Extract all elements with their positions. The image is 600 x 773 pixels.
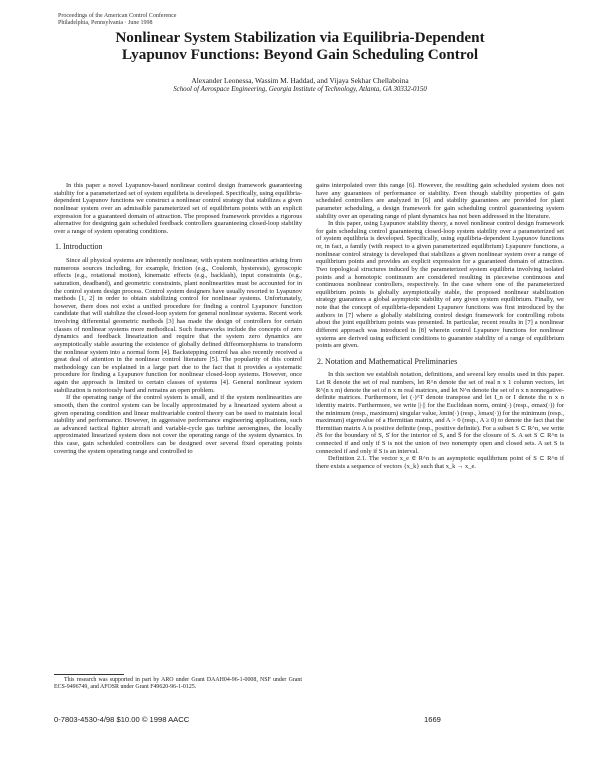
abstract: In this paper a novel Lyapunov-based nonlinear control design framework guaranteeing stability for a parameterized set of system equilibria is developed. Specifically, using equilibria-dependent Lyapunov functions we construct a nonlinear control strategy that stabilizes a given nonlinear system over an admissible parameterized set of equilibrium points with an explicit expression for a guaranteed domain of attraction. The proposed framework provides a rigorous alternative for designing gain scheduled feedback controllers guaranteeing closed-loop stability over a range of system operating conditions.	[54, 182, 302, 235]
section-heading-notation: 2. Notation and Mathematical Preliminaries	[317, 356, 458, 366]
right-paragraph: In this paper, using Lyapunov stability theory, a novel nonlinear control design framework for gain scheduling control guaranteeing closed-loop system stability over a parameterized set of system equilibria is developed. Specifically, using equilibria-dependent Lyapunov functions or, in fact, a family (with respect to a given parameterized equilibrium) Lyapunov functions, a nonlinear control strategy is developed that stabilizes a given nonlinear system over a range of equilibrium points and provides an explicit expression for a guaranteed domain of attraction. Two topological structures induced by the parameterized system equilibria involving isolated points and a homotopic continuum are considered resulting in piecewise continuous and continuous nonlinear controllers, respectively. In the case where one of the parameterized equilibrium points is globally asymptotically stable, the proposed nonlinear stabilization strategy guarantees a global asymptotic stability of any given system equilibrium. Finally, we note that the concept of equilibria-dependent Lyapunov functions was first introduced by the authors in [7] where a globally stabilizing control design framework for controlling robots about the joint equilibrium points was presented. In particular, recent results in [7] a nonlinear different approach was introduced in [8] wherein control Lyapunov functions for nonlinear systems are derived using sufficient conditions to guarantee stability of a range of equilibrium points are given.	[316, 220, 564, 350]
intro-paragraph: Since all physical systems are inherently nonlinear, with system nonlinearities arising from numerous sources including, for example, friction (e.g., Coulomb, hysteresis), gyroscopic effects (e.g., rotational motion), kinematic effects (e.g., backlash), input constraints (e.g., saturation, deadband), and geometric constraints, plant nonlinearities must be accounted for in the control system design process. Control system designers have usually resorted to Lyapunov methods [1, 2] in order to obtain stabilizing control for nonlinear systems. Unfortunately, however, there does not exist a unified procedure for finding a control Lyapunov function candidate that will stabilize the closed-loop system for general nonlinear systems. Recent work involving differential geometric methods [3] has made the design of controllers for certain classes of nonlinear systems more methodical. Such frameworks include the concepts of zero dynamics and feedback linearization and require that the system zero dynamics are asymptotically stable assuring the existence of globally defined diffeomorphisms to transform the nonlinear system into a normal form [4]. Backstepping control has also recently received a great deal of attention in the nonlinear control literature [5]. The popularity of this control methodology can be explained in a large part due to the fact that it provides a systematic procedure for finding a Lyapunov function for nonlinear closed-loop systems. However, once again the approach is limited to certain classes of systems [4]. General nonlinear system stabilization is notoriously hard and remains an open problem.	[54, 257, 302, 394]
title-block	[40, 29, 560, 94]
proceedings-name: Proceedings of the American Control Conference	[58, 13, 177, 19]
affiliation: School of Aerospace Engineering, Georgia Institute of Technology, Atlanta, GA 30332-0150	[173, 86, 427, 93]
page-number: 1669	[424, 715, 441, 724]
footnote-rule	[54, 674, 124, 675]
proceedings-location: Philadelphia, Pennsylvania · June 1998	[58, 20, 153, 26]
right-paragraph: gains interpolated over this range [6]. However, the resulting gain scheduled system does not have any guarantees of performance or stability. Even though stability properties of gain scheduled controllers are analyzed in [6] and stability guarantees are provided for plant parameter scheduling, a design framework for gain scheduling control guaranteeing system stability over an operating range of plant dynamics has not been addressed in the literature.	[316, 182, 564, 220]
author-list: Alexander Leonessa, Wassim M. Haddad, and Vijaya Sekhar Chellaboina	[191, 76, 409, 85]
paper-title-line-2: Lyapunov Functions: Beyond Gain Scheduling Control	[121, 46, 479, 63]
prelim-paragraph: In this section we establish notation, definitions, and several key results used in this paper. Let R denote the set of real numbers, let R^n denote the set of real n x 1 column vectors, let R^(n x m) denote the set of n x m real matrices, and let N^n denote the set of n x n nonnegative-definite matrices. Furthermore, let (·)^T denote transpose and let I_n or I denote the n x n identity matrix. Furthermore, we write ||·|| for the Euclidean norm, σmin(·) (resp., σmax(·)) for the minimum (resp., maximum) singular value, λmin(·) (resp., λmax(·)) for the minimum (resp., maximum) eigenvalue of a Hermitian matrix, and A > 0 (resp., A ≥ 0) to denote the fact that the Hermitian matrix A is positive definite (resp., positive definite). For a subset S ⊂ R^n, we write ∂S for the boundary of S, S̊ for the interior of S, and S̄ for the closure of S. A set S ⊂ R^n is connected if and only if S is not the union of two nonempty open and closed sets. A set S is connected if and only if S is an interval.	[316, 371, 564, 455]
footnote: This research was supported in part by ARO under Grant DAAH04-96-1-0008, NSF under Grant ECS-9496749, and AFOSR under Grant F49620-96-1-0125.	[54, 677, 302, 690]
proceedings-header	[58, 13, 176, 27]
section-heading-introduction: 1. Introduction	[55, 242, 103, 252]
definition-paragraph: Definition 2.1. The vector x_e ∈ R^n is an asymptotic equilibrium point of S ⊂ R^n if there exists a sequence of vectors {x_k} such that x_k → x_e.	[316, 455, 564, 470]
right-column	[316, 182, 564, 471]
left-column	[54, 182, 302, 455]
intro-paragraph: If the operating range of the control system is small, and if the system nonlinearities are smooth, then the control system can be locally approximated by a linearized system about a given operating condition and linear multivariable control theory can be used to maintain local stability and performance. However, in aggressive performance engineering applications, such as advanced tactical fighter aircraft and variable-cycle gas turbine aeroengines, the locally approximated linearized system does not cover the operating range of the system dynamics. In this case, gain scheduled controllers can be designed over several fixed operating points covering the system operating range and controlled to	[54, 394, 302, 455]
paper-title-line-1: Nonlinear System Stabilization via Equilibria-Dependent	[115, 29, 485, 46]
copyright-line: 0-7803-4530-4/98 $10.00 © 1998 AACC	[54, 715, 190, 724]
